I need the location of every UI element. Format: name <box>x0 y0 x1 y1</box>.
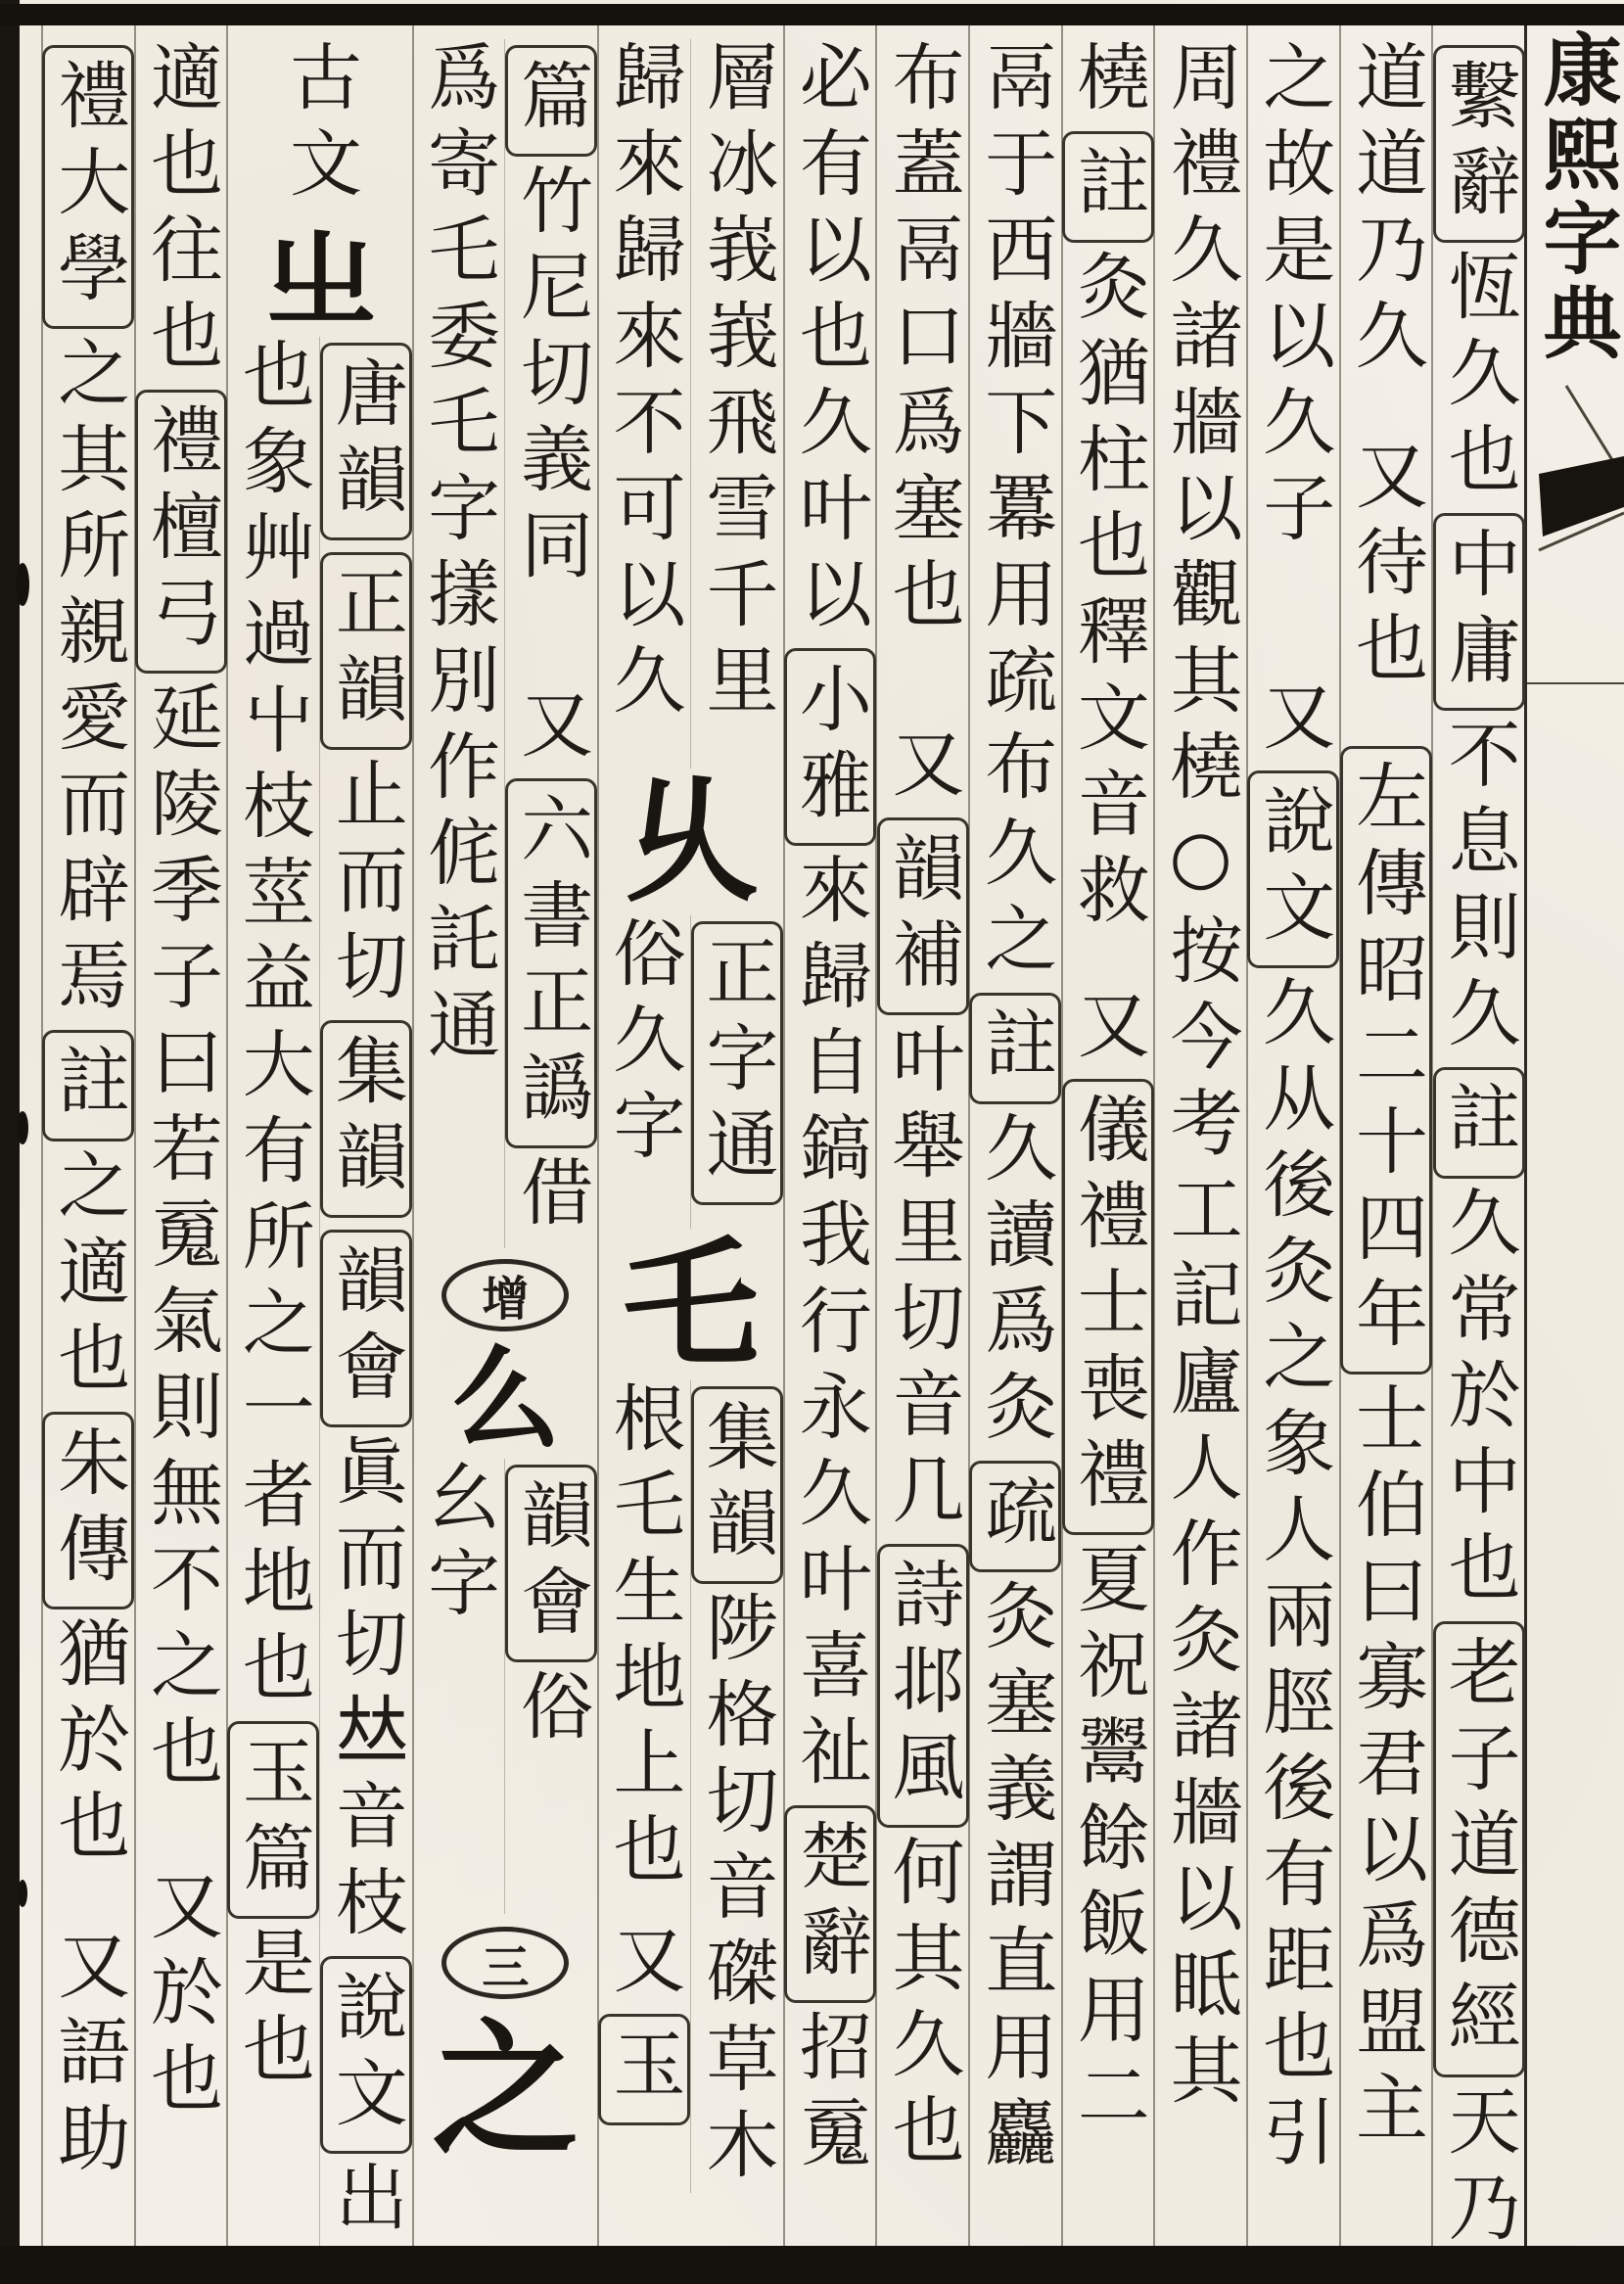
citation-box: 繫辭 <box>1433 45 1525 243</box>
text-run: 幺字 <box>416 1459 501 1631</box>
text-run: 不息則久 <box>1436 717 1521 1061</box>
text-run: 招䰟 <box>787 2009 872 2181</box>
citation-box: 註 <box>969 993 1061 1104</box>
citation-box: 疏 <box>969 1461 1061 1572</box>
vertical-text <box>320 337 412 2246</box>
text-run: 借 <box>509 1154 594 1240</box>
col-jiu-cont-8 <box>783 25 876 2246</box>
folio-fold-strip <box>1527 25 1624 2246</box>
spacer <box>1107 938 1109 987</box>
citation-box: 集韻 <box>320 1020 412 1218</box>
text-run: 之故是以久子 <box>1251 39 1336 556</box>
citation-box: 玉 <box>598 2014 690 2125</box>
col-jiu-cont-1 <box>1431 25 1524 2256</box>
main-text-area <box>41 25 1524 2256</box>
vertical-text <box>598 1380 690 2193</box>
text-run: 延陵季子曰若䰟氣則無不之也 <box>138 679 223 1799</box>
sub-column-right <box>504 39 597 1248</box>
text-run: 陟格切音磔草木 <box>694 1590 779 2193</box>
text-run: 竹尼切義同 <box>509 163 594 593</box>
text-run: 何其久也 <box>880 1834 965 2178</box>
split-section <box>599 1380 782 2193</box>
split-section <box>414 39 597 1248</box>
col-jiu-cont-6 <box>968 25 1061 2246</box>
block-zhi-definition <box>226 25 411 2246</box>
head-char-么: 么 <box>450 1335 561 1464</box>
spacer <box>180 1799 182 1868</box>
citation-box: 禮大學 <box>42 45 134 329</box>
spacer <box>643 1897 645 1922</box>
head-char-㞢: 㞢 <box>263 213 378 348</box>
text-run: 來歸自鎬我行永久叶喜祉 <box>787 852 872 1799</box>
text-run: 又待也 <box>1343 438 1428 696</box>
circle-marker-row <box>414 1248 597 1341</box>
text-run: 橈 <box>1065 39 1150 125</box>
text-run: 根乇生地上也 <box>601 1380 686 1897</box>
sub-column-right <box>504 1459 597 1914</box>
text-run: 恆久也 <box>1436 249 1521 507</box>
text-run: 古文 <box>278 39 363 211</box>
citation-box: 註 <box>1062 131 1154 243</box>
split-section <box>414 1459 597 1914</box>
bottom-border-bar <box>0 2246 1624 2284</box>
text-run: 又 <box>509 686 594 772</box>
citation-box: 韻會 <box>505 1465 597 1662</box>
sub-column-left <box>412 1459 504 1914</box>
citation-box: 篇 <box>505 45 597 157</box>
text-run: 士伯曰寡君以爲盟主 <box>1343 1380 1428 2156</box>
text-run: 夏祝鬻餘飯用二 <box>1065 1541 1150 2144</box>
vertical-text <box>784 39 876 2181</box>
text-run: 之其所親愛而辟焉 <box>46 335 131 1024</box>
text-run: 又 <box>601 1922 686 2008</box>
citation-box: 註 <box>42 1030 134 1142</box>
fishtail-mark-icon <box>1527 349 1624 662</box>
citation-box: 註 <box>1433 1067 1525 1179</box>
citation-box: 小雅 <box>784 648 876 846</box>
col-zhi-cont-1 <box>134 25 227 2246</box>
text-run: 久讀爲灸 <box>973 1110 1058 1455</box>
circle-marker-增: 增 <box>441 1259 569 1331</box>
vertical-text <box>505 39 597 1248</box>
sub-column-right <box>690 1380 783 2193</box>
sub-column-right <box>690 39 783 769</box>
vertical-text <box>1340 39 1432 2156</box>
citation-box: 楚辭 <box>784 1805 876 2003</box>
text-run: 出 <box>323 2160 408 2246</box>
vertical-text <box>1247 39 1339 2180</box>
text-run: 周禮久諸牆以觀其橈○按今考工記廬人作灸諸牆以眡其 <box>1158 39 1243 2119</box>
text-run: 又 <box>1065 987 1150 1073</box>
text-run: 久从後灸之象人兩脛後有距也引 <box>1251 974 1336 2180</box>
text-run: 久常於中也 <box>1436 1185 1521 1615</box>
citation-box: 中庸 <box>1433 513 1525 711</box>
col-jiu-cont-4 <box>1153 25 1246 2246</box>
spacer <box>550 593 552 686</box>
citation-box: 正韻 <box>320 552 412 750</box>
text-run: 俗久字 <box>601 915 686 1174</box>
col-jiu-cont-5 <box>1061 25 1154 2246</box>
text-run: 布蓋鬲口爲塞也 <box>880 39 965 642</box>
citation-box: 六書正譌 <box>505 778 597 1148</box>
citation-box: 左傳昭二十四年 <box>1340 746 1432 1375</box>
sub-column-left <box>412 39 504 1248</box>
spacer <box>1385 384 1387 438</box>
head-char-乆: 乆 <box>623 762 759 921</box>
text-run: 又 <box>1251 678 1336 765</box>
ink-smudge <box>16 563 29 606</box>
vertical-text <box>877 39 969 2178</box>
citation-box: 集韻 <box>691 1386 783 1584</box>
vertical-text <box>1155 39 1247 2119</box>
vertical-text <box>598 39 690 769</box>
citation-box: 玉篇 <box>227 1721 319 1919</box>
text-run: 又語助 <box>46 1928 131 2186</box>
text-run: 天乃 <box>1436 2083 1521 2256</box>
col-jiu-cont-3 <box>1246 25 1339 2246</box>
citation-box: 說文 <box>320 1956 412 2154</box>
spacer <box>1292 556 1294 678</box>
vertical-text <box>691 39 783 769</box>
top-border-bar <box>0 4 1624 25</box>
text-run: 俗 <box>509 1668 594 1754</box>
book-title: 康熙字典 <box>1530 29 1622 366</box>
head-char-乇: 乇 <box>621 1223 761 1386</box>
split-section <box>228 337 411 2246</box>
spacer <box>1385 696 1387 740</box>
citation-box: 禮檀弓 <box>135 390 227 674</box>
ink-smudge <box>17 1111 28 1144</box>
text-run: 灸塞義謂直用麤 <box>973 1578 1058 2181</box>
col-jiu-cont-7 <box>875 25 968 2246</box>
col-jiu-cont-2 <box>1339 25 1432 2246</box>
head-char-之: 之 <box>432 2004 580 2176</box>
sub-column-left <box>598 915 690 1229</box>
sub-column-left <box>227 337 319 2246</box>
text-run: 又於也 <box>138 1868 223 2126</box>
vertical-text <box>412 39 504 1248</box>
text-run: 爲寄乇委乇字㨾別作侂託通 <box>416 39 501 1073</box>
vertical-text <box>691 915 783 1229</box>
text-run: 止而切 <box>323 756 408 1014</box>
ancient-form-label <box>228 39 411 224</box>
circle-marker-row <box>414 1914 597 2012</box>
sub-column-right <box>319 337 412 2246</box>
citation-box: 韻會 <box>320 1230 412 1427</box>
text-run: 是也 <box>230 1925 315 2097</box>
split-section <box>599 915 782 1229</box>
citation-box: 儀禮士喪禮 <box>1062 1079 1154 1535</box>
fold-horizontal-rule <box>1527 682 1624 684</box>
sub-column-right <box>690 915 783 1229</box>
vertical-text <box>227 337 319 2246</box>
text-run: 叶舉里切音几 <box>880 1021 965 1538</box>
vertical-text <box>1433 39 1525 2256</box>
text-run: 灸猶柱也釋文音救 <box>1065 249 1150 938</box>
spacer <box>87 1874 89 1928</box>
citation-box: 說文 <box>1247 770 1339 968</box>
ink-smudge <box>18 1880 27 1907</box>
col-zhi-cont-2 <box>41 25 134 2246</box>
vertical-text <box>412 1459 504 1914</box>
sub-column-left <box>598 39 690 769</box>
text-run: 也象艸過屮枝莖益大有所之一者地也 <box>230 337 315 1715</box>
citation-box: 老子道德經 <box>1433 1621 1525 2077</box>
citation-box: 詩邶風 <box>877 1544 969 1828</box>
text-run: 鬲于西牆下羃用疏布久之 <box>973 39 1058 987</box>
vertical-text <box>505 1459 597 1914</box>
vertical-text <box>1062 39 1154 2144</box>
citation-box: 正字通 <box>691 921 783 1205</box>
citation-box: 唐韻 <box>320 343 412 540</box>
vertical-text <box>135 39 227 2126</box>
circle-marker-三: 三 <box>441 1927 569 1999</box>
vertical-text <box>42 39 134 2186</box>
text-run: 適也往也 <box>138 39 223 384</box>
text-run: 猶於也 <box>46 1615 131 1874</box>
vertical-text <box>691 1380 783 2193</box>
spacer <box>922 642 924 725</box>
text-run: 眞而切𠀤音枝 <box>323 1433 408 1950</box>
split-section <box>599 39 782 769</box>
vertical-text <box>598 915 690 1229</box>
citation-box: 朱傳 <box>42 1412 134 1609</box>
citation-box: 韻補 <box>877 817 969 1015</box>
text-run: 層冰峩峩飛雪千里 <box>694 39 779 728</box>
text-run: 又 <box>880 725 965 812</box>
text-run: 歸來歸來不可以久 <box>601 39 686 728</box>
text-run: 道道乃久 <box>1343 39 1428 384</box>
sub-column-left <box>598 1380 690 2193</box>
vertical-text <box>274 39 366 224</box>
block-tuo-end-me-zhi-head <box>412 25 597 2246</box>
text-run: 之適也 <box>46 1147 131 1406</box>
text-run: 必有以也久叶以 <box>787 39 872 642</box>
vertical-text <box>969 39 1061 2181</box>
block-jiu-end-and-tuo <box>597 25 782 2246</box>
